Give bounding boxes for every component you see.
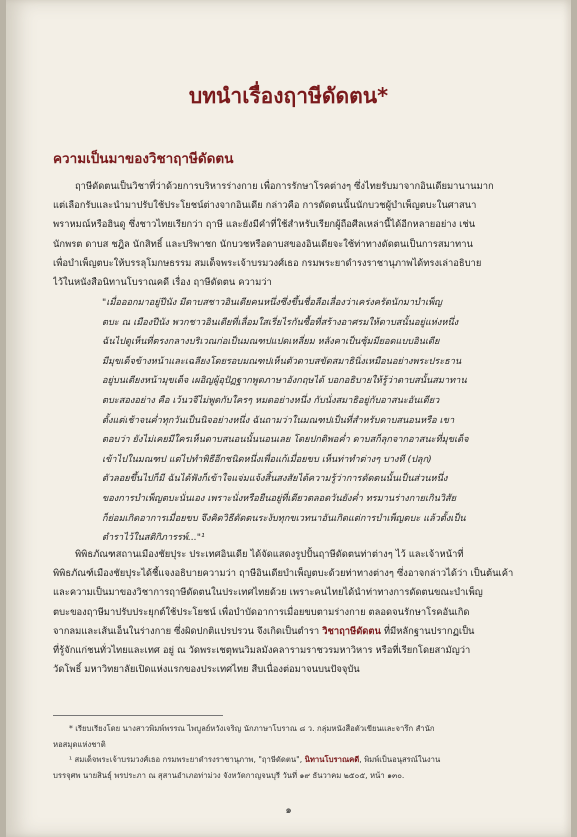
quote-line: ของการบำเพ็ญตบะนั่นเอง เพราะนั่งหรือยืนอยู่ที่เดียวตลอดวันยังค่ำ ทรมานร่างกายเกินวิสัย xyxy=(102,492,457,504)
quote-line: อยู่บนเตียงหน้ามุขเด็จ เผอิญผู้อุปัฏฐากพูดภาษาอังกฤษได้ บอกอธิบายให้รู้ว่าดาบสนั้นสมาทาน xyxy=(102,375,467,387)
body-line xyxy=(53,622,550,641)
footnote-divider xyxy=(53,715,223,716)
footnotes xyxy=(53,721,550,783)
body-line: พิพิธภัณฑ์เมืองชัยปุระได้ชี้แจงอธิบายความว่า ฤาษีอินเดียบำเพ็ญตบะด้วยท่าทางต่างๆ ซึ่งอาจกล่าวได้ว่า เป็นต้นเค้า xyxy=(53,568,514,580)
intro-paragraph xyxy=(53,177,550,292)
body-line: ที่รู้จักแก่ชนทั่วไทยและเทศ อยู่ ณ วัดพระเชตุพนวิมลมังคลารามราชวรมหาวิหาร หรือที่เรียกโดยสามัญว่า xyxy=(53,645,471,657)
block-quote xyxy=(102,293,550,548)
section-heading: ความเป็นมาของวิชาฤาษีดัดตน xyxy=(53,151,234,167)
quote-line: มีมุขเด็จข้างหน้าและเฉลียงโดยรอบมณฑปเห็นตัวดาบสขัดสมาธินิ่งเหมือนอย่างพระประธาน xyxy=(102,355,462,367)
body-line: ตบะของฤาษีมาปรับประยุกต์ใช้ประโยชน์ เพื่อบำบัดอาการเมื่อยขบตามร่างกาย ตลอดจนรักษาโรคอันเกิด xyxy=(53,606,470,618)
quote-line: ตั้งแต่เช้าจนค่ำทุกวันเป็นนิจอย่างหนึ่ง ฉันถามว่าในมณฑปเป็นที่สำหรับดาบสนอนหรือ เขา xyxy=(102,414,455,426)
body-line: และความเป็นมาของวิชาการฤาษีดัดตนในประเทศไทยด้วย เพราะคนไทยได้นำท่าทางการดัดตนขณะบำเพ็ญ xyxy=(53,587,483,599)
intro-line: เพื่อบำเพ็ญตบะให้บรรลุโมกษธรรม สมเด็จพระเจ้าบรมวงศ์เธอ กรมพระยาดำรงราชานุภาพได้ทรงเล่าอธิบาย xyxy=(53,257,482,269)
quote-line: ตบะสองอย่าง คือ เว้นวจีไม่พูดกับใครๆ หมดอย่างหนึ่ง กับนั่งสมาธิอยู่กับอาสนะอันเดียว xyxy=(102,394,440,406)
quote-line: "เมื่อออกมาอยู่ปีนัง มีดาบสชาวอินเดียคนหนึ่งซึ่งขึ้นชื่อลือเลื่องว่าเคร่งครัดนักมาบำเพ็ญ xyxy=(102,297,442,308)
second-paragraph xyxy=(53,545,550,679)
page-title: บทนำเรื่องฤาษีดัดตน* xyxy=(188,84,389,108)
footnote-line: หอสมุดแห่งชาติ xyxy=(53,739,106,749)
body-line-tail: ที่มีหลักฐานปรากฏเป็น xyxy=(383,625,475,637)
footnote-text: ¹ สมเด็จพระเจ้าบรมวงศ์เธอ กรมพระยาดำรงราชานุภาพ, "ฤาษีดัดตน", xyxy=(69,755,305,764)
body-line: พิพิธภัณฑสถานเมืองชัยปุระ ประเทศอินเดีย ได้จัดแสดงรูปปั้นฤาษีดัดตนท่าต่างๆ ไว้ และเจ้าหน้าที่ xyxy=(75,549,464,560)
quote-line: ตบะ ณ เมืองปีนัง พวกชาวอินเดียที่เลื่อมใสเรี่ยไรกันซื้อที่สร้างอาศรมให้ดาบสนั้นอยู่แห่งหนึ่ง xyxy=(102,316,459,328)
intro-line: นักพรต ดาบส ชฎิล นักสิทธิ์ และปริพาชก นักบวชหรือดาบสของอินเดียจะใช้ท่าทางดัดตนเป็นการสมาทาน xyxy=(53,238,473,250)
intro-line: แต่เลือกรับและนำมาปรับใช้ประโยชน์ต่างจากอินเดีย กล่าวคือ การดัดตนนั้นนักบวชผู้บำเพ็ญตบะในศาสนา xyxy=(53,200,477,212)
quote-line: ตอบว่า ยังไม่เคยมีใครเห็นดาบสนอนนั้นนอนเลย โดยปกติพอค่ำ ดาบสก็ลุกจากอาสนะที่มุขเด็จ xyxy=(102,434,469,446)
quote-line: ตัวลอยขึ้นไปก็มี ฉันได้ฟังก็เข้าใจแจ่มแจ้งสิ้นสงสัยได้ความรู้ว่าการดัดตนนั้นเป็นส่วนหนึ่ง xyxy=(102,473,448,485)
footnote-line xyxy=(53,752,550,768)
footnote-book-title: นิทานโบราณคดี xyxy=(304,755,360,764)
quote-line: ก็ย่อมเกิดอาการเมื่อยขบ จึงคิดวิธีดัดตนระงับทุกขเวทนาอันเกิดแต่การบำเพ็ญตบะ แล้วตั้งเป็น xyxy=(102,512,466,524)
footnote-line: บรรจุศพ นายสินธุ์ พรประภา ณ สุสานอำเภอท่าม่วง จังหวัดกาญจนบุรี วันที่ ๑๙ ธันวาคม ๒๕๐๕, หน้า ๑๓๐. xyxy=(53,770,405,780)
highlight-term: วิชาฤาษีดัดตน xyxy=(322,625,381,637)
quote-line: เข้าไปในมณฑป แต่ไปทำพิธีอีกชนิดหนึ่งเพื่อแก้เมื่อยขบ เห็นท่าทำต่างๆ บางที (ปลุก) xyxy=(102,453,432,465)
document-page xyxy=(6,0,571,837)
page-number: ๑ xyxy=(285,805,292,816)
body-line-text: จากลมและเส้นเอ็นในร่างกาย ซึ่งผิดปกติแปรปรวน จึงเกิดเป็นตำรา xyxy=(53,625,320,637)
footnote-line: * เรียบเรียงโดย นางสาวพิมพ์พรรณ ไพบูลย์หวังเจริญ นักภาษาโบราณ ๘ ว. กลุ่มหนังสือตัวเขียนและจารึก สำนัก xyxy=(69,724,435,733)
footnote-text: , พิมพ์เป็นอนุสรณ์ในงาน xyxy=(359,755,441,764)
body-line: วัดโพธิ์ มหาวิทยาลัยเปิดแห่งแรกของประเทศไทย สืบเนื่องต่อมาจนบนปัจจุบัน xyxy=(53,664,360,676)
quote-line: ฉันไปดูเห็นที่ตรงกลางบริเวณก่อเป็นมณฑปแปดเหลี่ยม หลังคาเป็นซุ้มมียอดแบบอินเดีย xyxy=(102,336,440,348)
intro-line: ไว้ในหนังสือนิทานโบราณคดี เรื่อง ฤาษีดัดตน ความว่า xyxy=(53,277,272,289)
quote-line: ตำราไว้ในสติกิภารรพ์..."¹ xyxy=(102,532,205,544)
intro-line: ฤาษีดัดตนเป็นวิชาที่ว่าด้วยการบริหารร่างกาย เพื่อการรักษาโรคต่างๆ ซึ่งไทยรับมาจากอินเดียมานานมาก xyxy=(75,181,494,192)
intro-line: พราหมณ์หรือฮินดู ซึ่งชาวไทยเรียกว่า ฤาษี และยังมีคำที่ใช้สำหรับเรียกผู้ถือศีลเหล่านี้ได้อีกหลายอย่าง เช่น xyxy=(53,219,476,231)
